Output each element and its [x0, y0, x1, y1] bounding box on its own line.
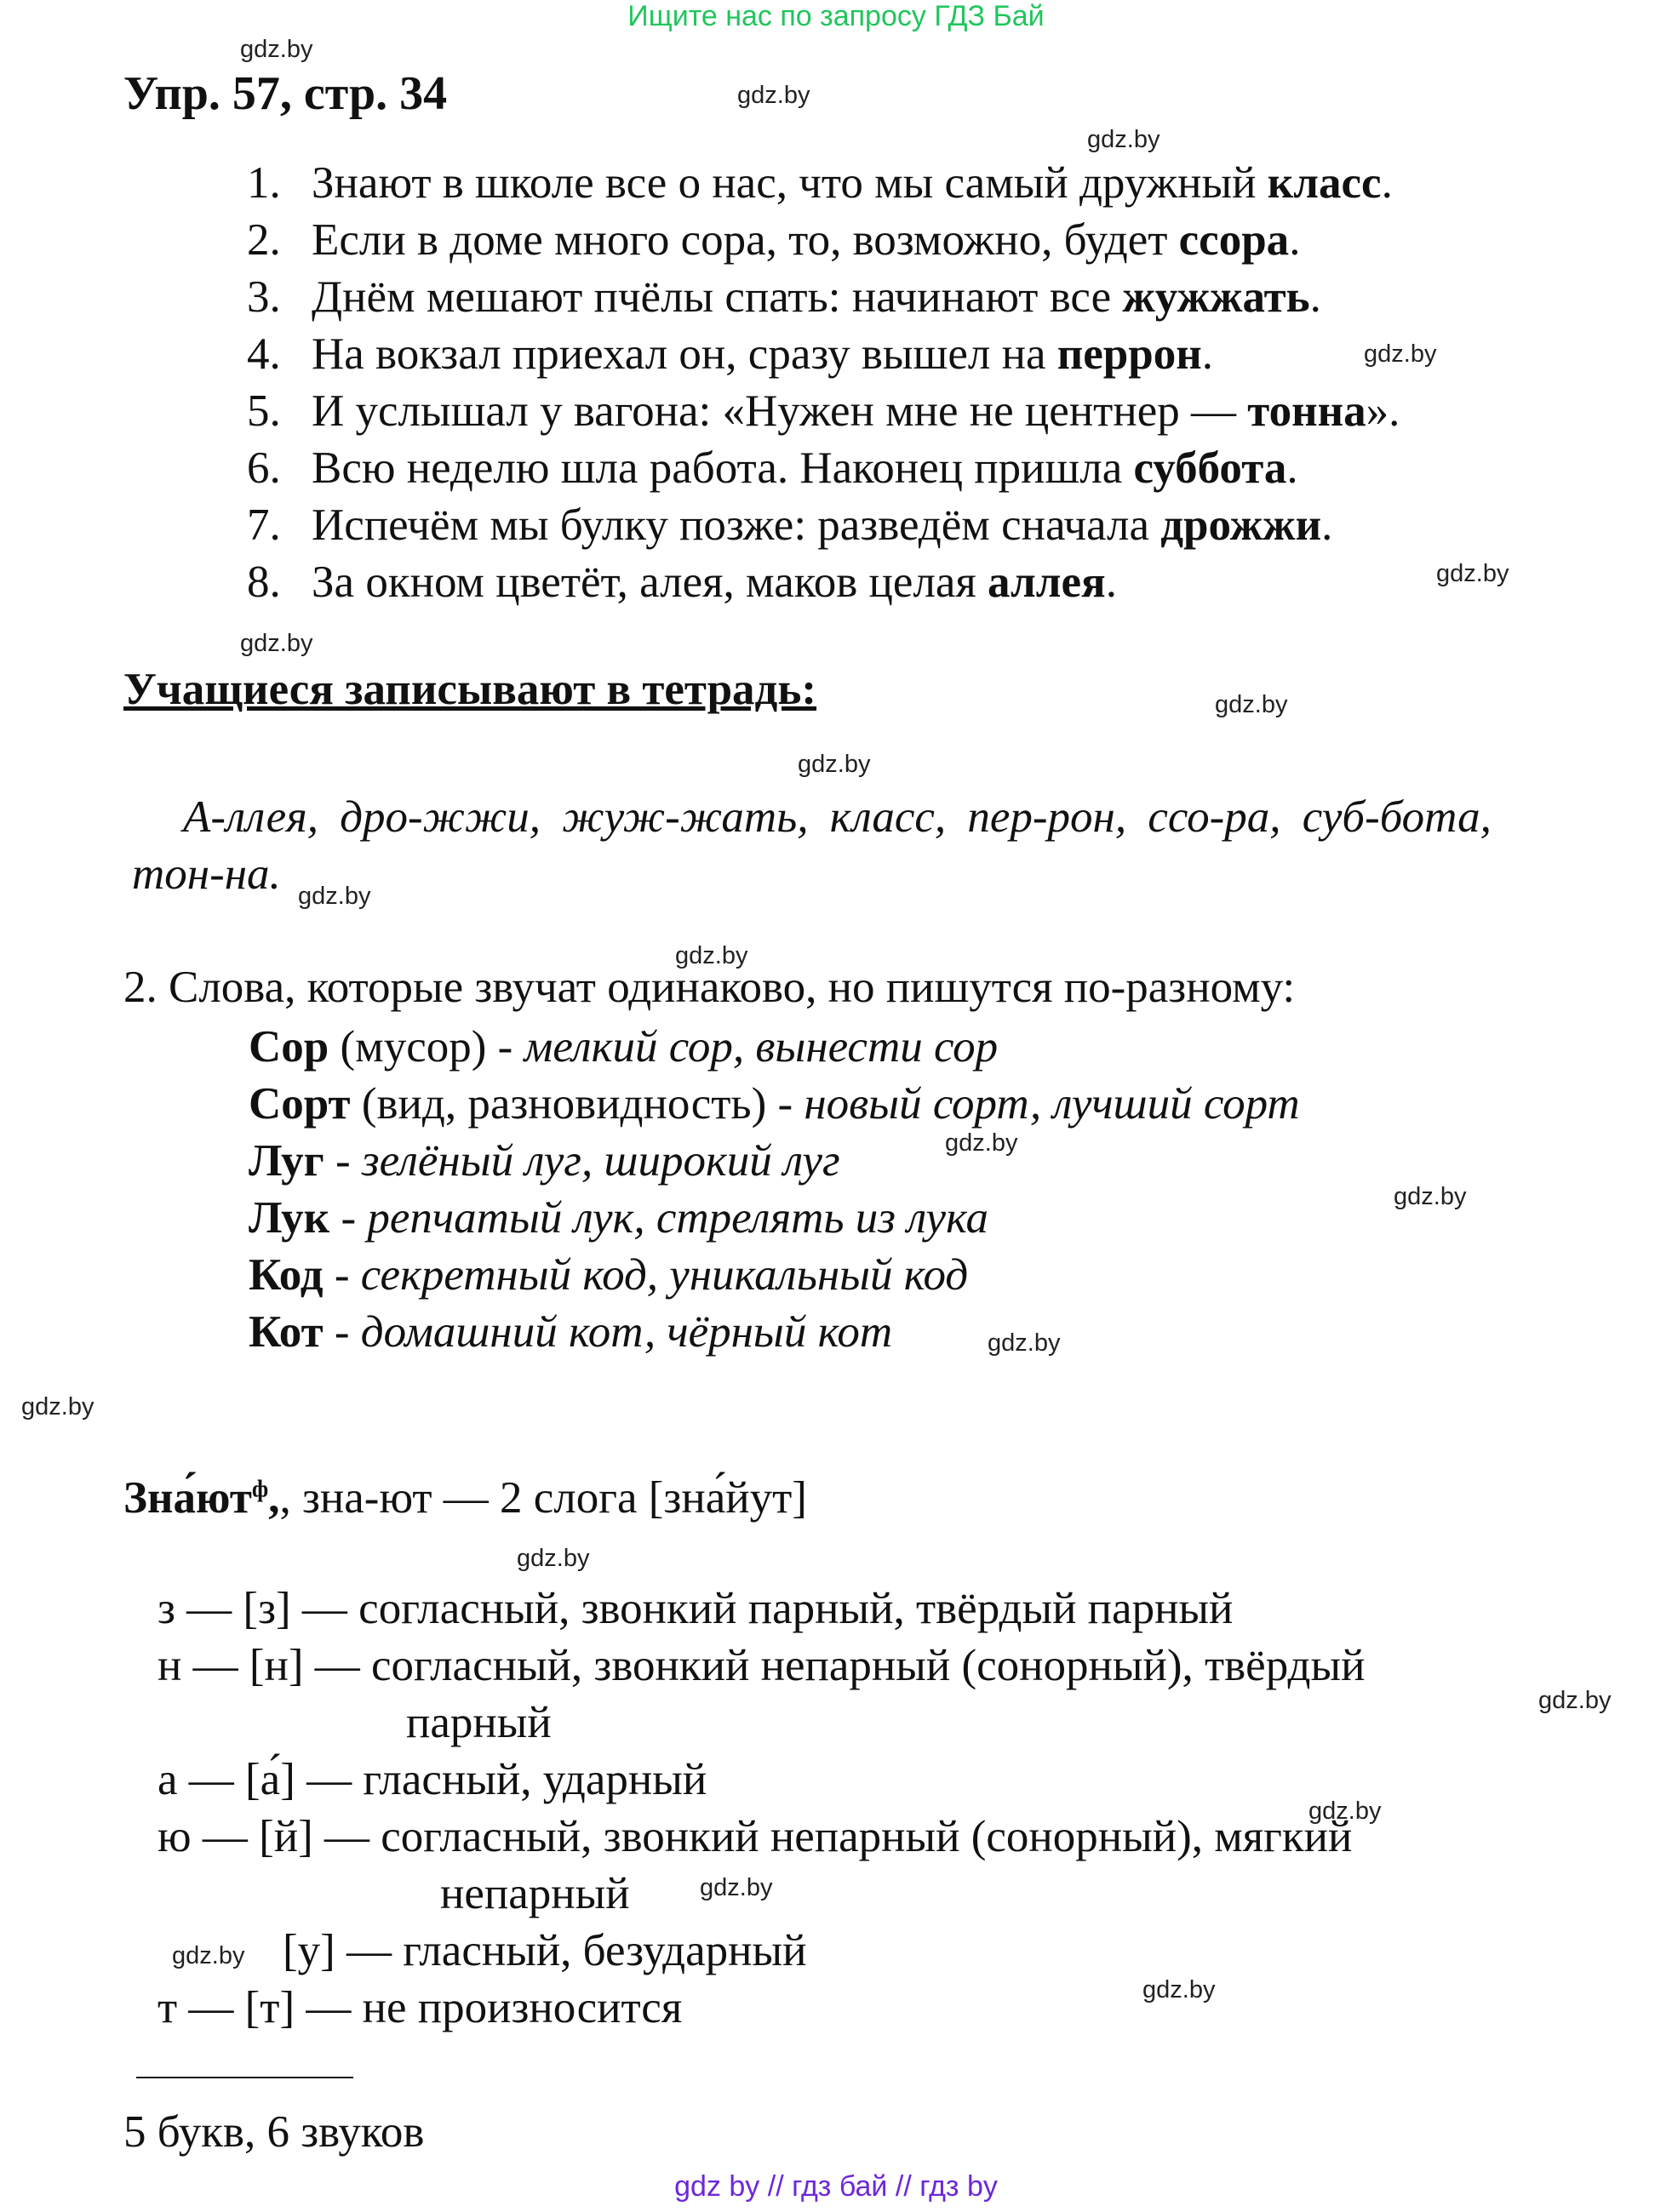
watermark: gdz.by [1215, 691, 1288, 718]
watermark: gdz.by [240, 36, 313, 63]
watermark: gdz.by [1364, 340, 1437, 368]
sound-line: непарный [440, 1869, 630, 1918]
poem-line: 1. Знают в школе все о нас, что мы самый дружный класс. [247, 158, 1393, 208]
poem-line: 2. Если в доме много сора, то, возможно, будет ссора. [247, 215, 1301, 265]
homophone-row: Сорт (вид, разновидность) - новый сорт, лучший сорт [249, 1079, 1300, 1129]
sound-line: а — [а́] — гласный, ударный [157, 1755, 707, 1804]
letter-sound-count: 5 букв, 6 звуков [123, 2107, 425, 2157]
watermark: gdz.by [1394, 1183, 1467, 1210]
homophone-row: Кот - домашний кот, чёрный кот [249, 1307, 893, 1357]
watermark: gdz.by [1436, 560, 1509, 587]
watermark: gdz.by [700, 1874, 773, 1901]
poem-line: 5. И услышал у вагона: «Нужен мне не центнер — тонна». [247, 386, 1400, 436]
sound-line: [у] — гласный, безударный [283, 1926, 807, 1975]
watermark: gdz.by [517, 1545, 590, 1572]
watermark: gdz.by [1308, 1798, 1382, 1825]
sound-line: ю — [й] — согласный, звонкий непарный (сонорный), мягкий [157, 1812, 1353, 1861]
watermark: gdz.by [945, 1129, 1018, 1157]
divider [136, 2077, 353, 2078]
watermark: gdz.by [21, 1393, 94, 1420]
homophone-row: Сор (мусор) - мелкий сор, вынести сор [249, 1022, 999, 1072]
poem-line: 8. За окном цветёт, алея, маков целая аллея. [247, 557, 1117, 607]
phonetic-word-heading: $Зна́ют^ф$,, зна-ют — 2 слога [зна́йут] [123, 1473, 807, 1523]
homophone-list [249, 1019, 1300, 1361]
poem-line: 7. Испечём мы булку позже: разведём сначала дрожжи. [247, 500, 1333, 550]
homophone-row: Лук - репчатый лук, стрелять из лука [249, 1193, 989, 1243]
poem-line: 6. Всю неделю шла работа. Наконец пришла суббота. [247, 443, 1298, 493]
watermark: gdz.by [240, 630, 313, 657]
syllable-line: А-ллея, дро-жжи, жуж-жать, класс, пер-рон, ссо-ра, суб-бота, [183, 792, 1492, 842]
watermark: gdz.by [1087, 126, 1160, 153]
watermark: gdz.by [172, 1942, 245, 1969]
sound-line: т — [т] — не произносится [157, 1983, 683, 2032]
sound-line: парный [406, 1698, 552, 1747]
watermark: gdz.by [675, 942, 748, 969]
poem-list [247, 155, 1400, 611]
section-2-heading: 2. Слова, которые звучат одинаково, но пишутся по-разному: [123, 963, 1296, 1012]
exercise-title: Упр. 57, стр. 34 [123, 67, 448, 120]
homophone-row: Луг - зелёный луг, широкий луг [249, 1136, 840, 1186]
poem-line: 3. Днём мешают пчёлы спать: начинают все жужжать. [247, 272, 1321, 322]
watermark: gdz.by [1538, 1687, 1612, 1714]
watermark: gdz.by [988, 1329, 1061, 1357]
watermark: gdz.by [1142, 1976, 1216, 2003]
notebook-heading: Учащиеся записывают в тетрадь: [123, 665, 817, 714]
syllable-line: тон-на. [132, 849, 281, 899]
footer-links[interactable]: gdz by // гдз бай // гдз by [674, 2170, 998, 2203]
watermark: gdz.by [298, 883, 371, 910]
poem-line: 4. На вокзал приехал он, сразу вышел на перрон. [247, 329, 1214, 379]
watermark: gdz.by [798, 751, 871, 778]
watermark: gdz.by [737, 82, 810, 109]
sound-line: н — [н] — согласный, звонкий непарный (сонорный), твёрдый [157, 1641, 1366, 1690]
sound-line: з — [з] — согласный, звонкий парный, твёрдый парный [157, 1584, 1234, 1633]
homophone-row: Код - секретный код, уникальный код [249, 1250, 969, 1300]
top-banner[interactable]: Ищите нас по запросу ГДЗ Бай [627, 0, 1045, 32]
